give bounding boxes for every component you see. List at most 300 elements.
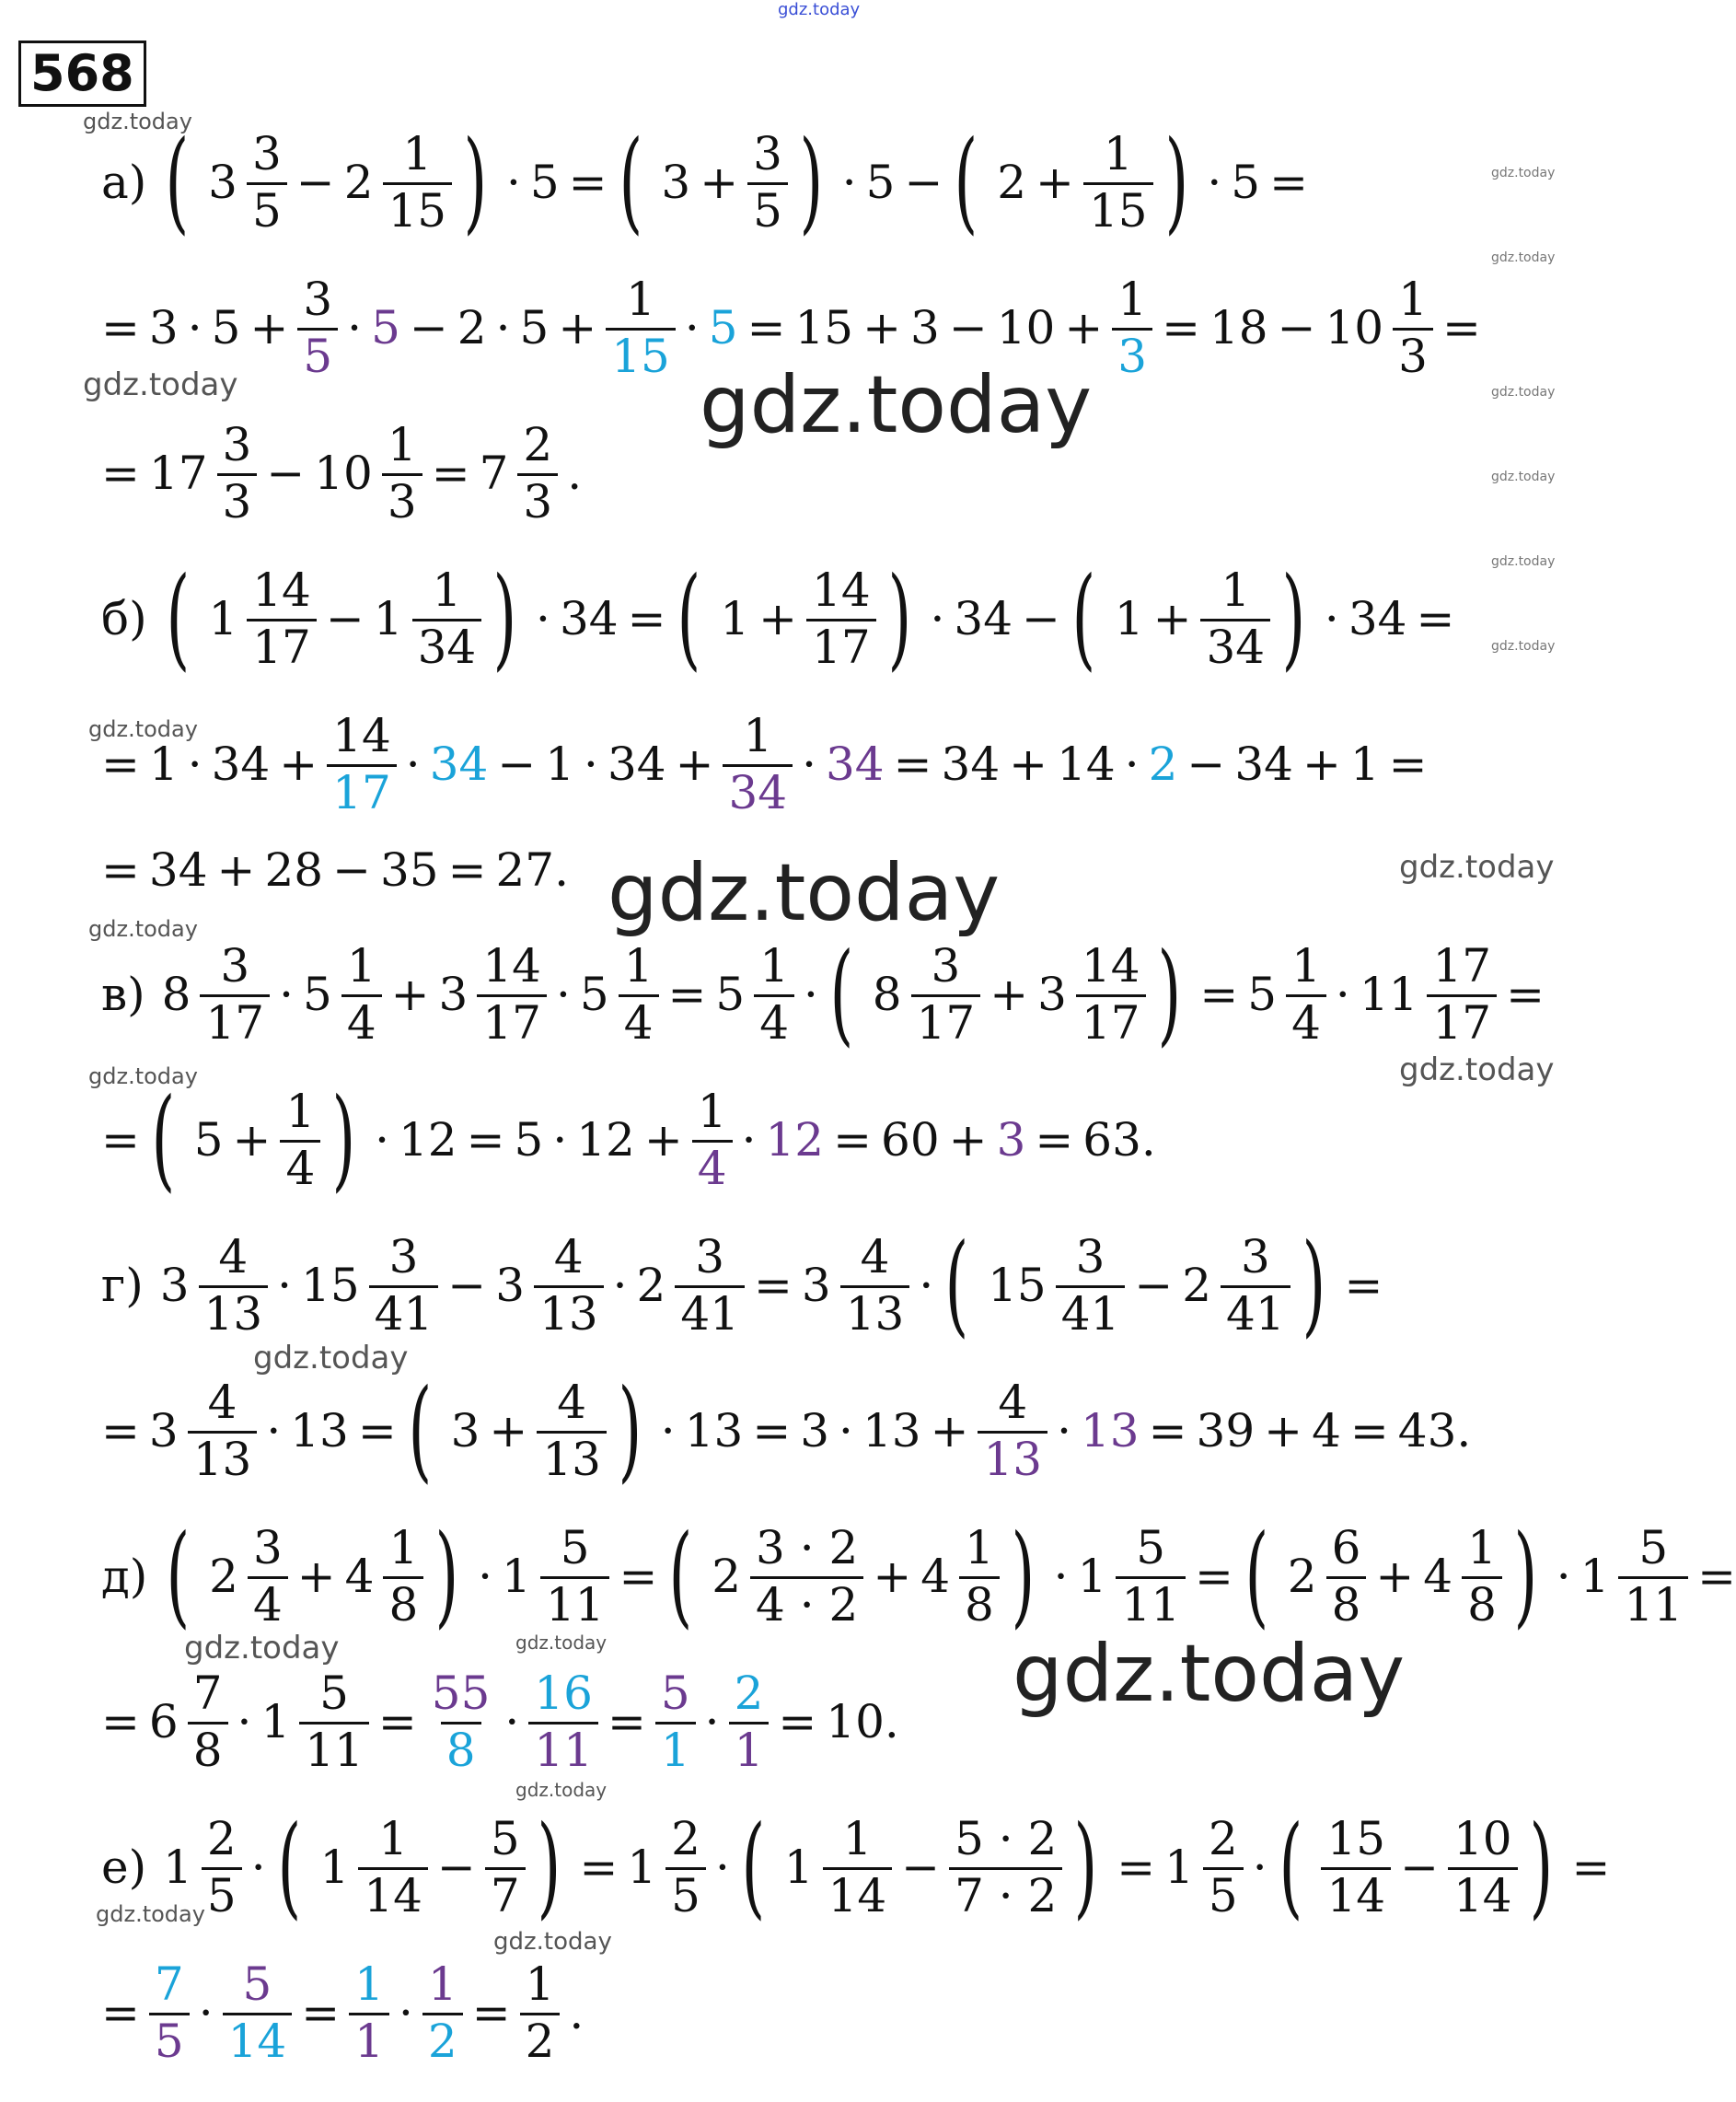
op: + [1036, 156, 1074, 209]
fraction [223, 1957, 293, 2068]
num: 4 [1423, 1550, 1453, 1603]
problem-number: 568 [18, 41, 146, 107]
paren: ) [331, 1075, 356, 1203]
op: + [279, 737, 318, 791]
op: = [301, 1986, 341, 2039]
denominator: 13 [978, 1431, 1047, 1484]
numerator: 5 [660, 1667, 690, 1720]
num: 3 [495, 1259, 526, 1312]
denominator: 5 [665, 1867, 706, 1921]
fraction [840, 1230, 910, 1341]
fraction [349, 1957, 389, 2068]
watermark: gdz.today [515, 1779, 608, 1801]
op: = [447, 843, 487, 897]
op: = [1117, 1841, 1156, 1894]
fraction [1462, 1521, 1502, 1632]
op: − [901, 1841, 941, 1894]
num: 1 [260, 1695, 291, 1748]
op: − [409, 301, 448, 354]
num: 34 [941, 737, 1001, 791]
label-b: б) [101, 592, 147, 645]
fraction [299, 1667, 369, 1777]
num: 5 [529, 156, 560, 209]
num: 1 [373, 592, 403, 645]
numerator: 1 [432, 563, 462, 617]
fraction [520, 1957, 561, 2068]
op: · [584, 737, 598, 791]
fraction [517, 418, 558, 528]
numerator: 1 [743, 709, 773, 762]
op: · [1252, 1841, 1267, 1894]
denominator: 41 [1221, 1285, 1290, 1339]
fraction [1203, 1812, 1244, 1922]
equation-a-line-2 [101, 263, 1621, 392]
op: + [232, 1113, 272, 1167]
denominator: 3 [1393, 328, 1433, 381]
numerator: 4 [207, 1376, 237, 1429]
paren: ( [1244, 1512, 1269, 1640]
fraction [247, 563, 317, 674]
denominator: 4 [619, 994, 659, 1048]
op: = [1506, 968, 1545, 1021]
fraction [383, 1521, 423, 1632]
paren: ( [1279, 1803, 1302, 1931]
num: 6 [148, 1695, 179, 1748]
num: 34 [429, 737, 489, 791]
paren: ) [492, 554, 517, 682]
fraction [534, 1230, 604, 1341]
op: · [919, 1259, 934, 1312]
op: · [1057, 1404, 1071, 1457]
fraction [358, 1812, 428, 1922]
op: = [568, 156, 608, 209]
op: · [187, 737, 203, 791]
op: · [375, 1113, 389, 1167]
denominator: 41 [1056, 1285, 1126, 1339]
numerator: 2 [206, 1812, 237, 1865]
num: 3 [450, 1404, 480, 1457]
op: · [1324, 592, 1339, 645]
op: · [237, 1695, 252, 1748]
op: = [101, 1695, 140, 1748]
num: 39 [1196, 1404, 1256, 1457]
num: 5 [715, 968, 746, 1021]
num: 28 [264, 843, 324, 897]
num: 5 [1247, 968, 1278, 1021]
numerator: 1 [387, 418, 417, 471]
numerator: 3 [1075, 1230, 1105, 1283]
fraction [485, 1812, 526, 1922]
num: 15 [794, 301, 854, 354]
num: 12 [576, 1113, 635, 1167]
fraction [341, 939, 382, 1050]
paren: ) [1157, 930, 1181, 1058]
equation-b-line-3 [101, 815, 1621, 925]
fraction [412, 563, 482, 674]
op: + [249, 301, 289, 354]
num: 13 [684, 1404, 744, 1457]
fraction [382, 418, 422, 528]
equation-v-line-2 [101, 1075, 1621, 1204]
fraction [1200, 563, 1270, 674]
paren: ) [1529, 1803, 1553, 1931]
denominator: 14 [823, 1867, 893, 1921]
fraction [537, 1376, 607, 1486]
numerator: 1 [354, 1957, 384, 2011]
fraction [1321, 1812, 1391, 1922]
num: 13 [862, 1404, 921, 1457]
op: + [758, 592, 798, 645]
paren: ) [1513, 1512, 1538, 1640]
op: · [405, 737, 421, 791]
op: + [643, 1113, 683, 1167]
numerator: 4 [218, 1230, 249, 1283]
op: = [466, 1113, 505, 1167]
fraction [1083, 127, 1153, 238]
op: · [1335, 968, 1350, 1021]
denominator: 13 [188, 1431, 258, 1484]
fraction [297, 273, 338, 383]
op: · [930, 592, 945, 645]
op: − [1134, 1259, 1174, 1312]
fraction [619, 939, 659, 1050]
num: 5 [193, 1113, 224, 1167]
num: 10. [826, 1695, 899, 1748]
num: 10 [1325, 301, 1384, 354]
num: 4 [920, 1550, 951, 1603]
paren: ) [1073, 1803, 1098, 1931]
numerator: 3 [251, 127, 282, 180]
op: · [250, 1841, 266, 1894]
op: · [277, 1259, 293, 1312]
num: 1 [502, 1550, 531, 1603]
fraction [911, 939, 981, 1050]
numerator: 1 [402, 127, 433, 180]
numerator: 4 [998, 1376, 1028, 1429]
fraction [1221, 1230, 1290, 1341]
op: · [684, 301, 700, 354]
op: · [505, 156, 521, 209]
num: 1 [720, 592, 750, 645]
op: = [377, 1695, 417, 1748]
fraction [540, 1521, 610, 1632]
num: 1 [1114, 592, 1144, 645]
fraction [383, 127, 453, 238]
denominator: 5 [247, 182, 287, 236]
num: 35 [379, 843, 439, 897]
denominator: 41 [369, 1285, 439, 1339]
op: · [279, 968, 294, 1021]
numerator: 2 [671, 1812, 700, 1865]
numerator: 3 [220, 939, 250, 993]
op: − [447, 1259, 487, 1312]
numerator: 5 [242, 1957, 272, 2011]
num: 5 [579, 968, 609, 1021]
numerator: 15 [1326, 1812, 1386, 1865]
op: − [1400, 1841, 1439, 1894]
numerator: 5 · 2 [955, 1812, 1058, 1865]
numerator: 1 [965, 1521, 994, 1574]
fraction [959, 1521, 1000, 1632]
fraction [1112, 273, 1152, 383]
op: + [990, 968, 1029, 1021]
watermark: gdz.today [1491, 554, 1556, 569]
denominator: 7 · 2 [949, 1867, 1062, 1921]
op: · [555, 968, 571, 1021]
numerator: 1 [842, 1812, 873, 1865]
numerator: 5 [1638, 1521, 1669, 1574]
num: 3 [801, 1259, 831, 1312]
num: 5 [303, 968, 332, 1021]
numerator: 5 [319, 1667, 349, 1720]
num: 63. [1082, 1113, 1156, 1167]
op: + [675, 737, 714, 791]
op: = [101, 843, 140, 897]
numerator: 1 [378, 1812, 408, 1865]
denominator: 8 [383, 1576, 423, 1630]
num: 43. [1397, 1404, 1472, 1457]
fraction [606, 273, 676, 383]
num: 3 [148, 301, 179, 354]
watermark: gdz.today [1491, 385, 1556, 400]
op: = [833, 1113, 873, 1167]
num: 27. [495, 843, 570, 897]
num: 1 [1164, 1841, 1194, 1894]
num: 14 [1057, 737, 1116, 791]
label-e: е) [101, 1841, 147, 1894]
op: = [1388, 737, 1428, 791]
num: 34 [607, 737, 666, 791]
numerator: 1 [697, 1085, 727, 1138]
fraction [675, 1230, 745, 1341]
numerator: 17 [1432, 939, 1492, 993]
denominator: 13 [534, 1285, 604, 1339]
denominator: 13 [199, 1285, 269, 1339]
op: − [295, 156, 335, 209]
num: 3 [438, 968, 469, 1021]
num: 2 [997, 156, 1027, 209]
watermark: gdz.today [184, 1630, 340, 1667]
op: · [704, 1695, 720, 1748]
denominator: 17 [911, 994, 981, 1048]
num: 11 [1359, 968, 1418, 1021]
op: − [1022, 592, 1060, 645]
numerator: 1 [1291, 939, 1321, 993]
numerator: 1 [1117, 273, 1148, 326]
numerator: 3 [388, 1230, 419, 1283]
num: 34 [954, 592, 1013, 645]
numerator: 7 [192, 1667, 223, 1720]
op: = [1697, 1550, 1736, 1603]
op: = [101, 1986, 140, 2039]
op: = [1416, 592, 1455, 645]
op: · [741, 1113, 757, 1167]
num: 7 [479, 447, 509, 500]
denominator: 14 [1448, 1867, 1518, 1921]
op: + [948, 1113, 988, 1167]
watermark: gdz.today [88, 1063, 198, 1089]
equation-e-line-2 [101, 1948, 1621, 2077]
numerator: 16 [534, 1667, 593, 1720]
paren: ( [954, 118, 978, 246]
op: = [893, 737, 932, 791]
op: + [862, 301, 901, 354]
op: = [471, 1986, 511, 2039]
fraction [188, 1667, 228, 1777]
denominator: 13 [840, 1285, 910, 1339]
num: 18 [1209, 301, 1268, 354]
num: 3 [1037, 968, 1067, 1021]
op: · [1053, 1550, 1069, 1603]
numerator: 5 [560, 1521, 590, 1574]
op: + [489, 1404, 528, 1457]
denominator: 13 [537, 1431, 607, 1484]
op: = [667, 968, 707, 1021]
fraction [750, 1521, 863, 1632]
fraction [949, 1812, 1062, 1922]
period: . [569, 1986, 584, 2039]
numerator: 3 [1240, 1230, 1270, 1283]
numerator: 1 [1467, 1521, 1497, 1574]
op: · [714, 1841, 730, 1894]
num: 5 [1231, 156, 1261, 209]
watermark: gdz.today [83, 366, 238, 403]
denominator: 4 [341, 994, 382, 1048]
fraction [369, 1230, 439, 1341]
equation-e-line-1 [101, 1803, 1621, 1932]
op: + [1009, 737, 1048, 791]
denominator: 14 [223, 2013, 293, 2066]
op: + [1264, 1404, 1303, 1457]
num: 34 [1348, 592, 1407, 645]
op: + [700, 156, 739, 209]
op: · [266, 1404, 282, 1457]
denominator: 4 [248, 1576, 288, 1630]
op: · [536, 592, 550, 645]
op: = [101, 447, 140, 500]
numerator: 4 [553, 1230, 584, 1283]
equation-d-line-1 [101, 1512, 1736, 1641]
num: 3 [996, 1113, 1026, 1167]
numerator: 5 [1136, 1521, 1166, 1574]
paren: ( [741, 1803, 766, 1931]
numerator: 14 [1081, 939, 1140, 993]
fraction [754, 939, 794, 1050]
op: + [296, 1550, 336, 1603]
numerator: 3 [695, 1230, 725, 1283]
op: = [431, 447, 470, 500]
watermark: gdz.today [253, 1340, 409, 1376]
denominator: 15 [1083, 182, 1153, 236]
op: = [1349, 1404, 1389, 1457]
equation-v-line-1 [101, 930, 1621, 1059]
fraction [422, 1957, 463, 2068]
numerator: 5 [490, 1812, 520, 1865]
op: · [504, 1695, 520, 1748]
paren: ) [463, 118, 488, 246]
denominator: 15 [606, 328, 676, 381]
numerator: 14 [252, 563, 311, 617]
fraction [280, 1085, 320, 1195]
numerator: 3 [753, 127, 782, 180]
equation-a-line-1 [101, 118, 1621, 247]
numerator: 2 [734, 1667, 764, 1720]
op: · [841, 156, 857, 209]
watermark: gdz.today [1491, 470, 1556, 484]
fraction [217, 418, 258, 528]
num: 15 [988, 1259, 1047, 1312]
paren: ) [434, 1512, 459, 1640]
paren: ( [408, 1366, 433, 1494]
op: − [325, 592, 365, 645]
op: + [1302, 737, 1341, 791]
num: 1 [783, 1841, 814, 1894]
num: 10 [996, 301, 1056, 354]
denominator: 41 [675, 1285, 745, 1339]
num: 1 [1580, 1550, 1610, 1603]
op: · [478, 1550, 493, 1603]
fraction [1427, 939, 1497, 1050]
denominator: 2 [520, 2013, 561, 2066]
denominator: 11 [1116, 1576, 1186, 1630]
num: 1 [1077, 1550, 1107, 1603]
label-g: г) [101, 1259, 144, 1312]
num: 1 [545, 737, 575, 791]
paren: ( [151, 1075, 176, 1203]
op: = [1199, 968, 1239, 1021]
fraction [978, 1376, 1047, 1486]
watermark: gdz.today [88, 716, 198, 742]
numerator: 14 [332, 709, 391, 762]
fraction [149, 1957, 190, 2068]
numerator: 1 [388, 1521, 419, 1574]
denominator: 8 [441, 1722, 481, 1775]
denominator: 11 [528, 1722, 598, 1775]
num: 1 [319, 1841, 350, 1894]
watermark: gdz.today [1013, 1628, 1406, 1720]
num: 8 [161, 968, 191, 1021]
op: · [660, 1404, 676, 1457]
op: + [930, 1404, 969, 1457]
num: 12 [399, 1113, 457, 1167]
denominator: 17 [1427, 994, 1497, 1048]
op: · [495, 301, 511, 354]
fraction [729, 1667, 770, 1777]
num: 3 [661, 156, 691, 209]
fraction [188, 1376, 258, 1486]
denominator: 5 [747, 182, 788, 236]
denominator: 3 [382, 473, 422, 527]
num: 2 [1287, 1550, 1317, 1603]
label-d: д) [101, 1550, 148, 1603]
op: = [101, 737, 140, 791]
watermark: gdz.today [1491, 166, 1556, 180]
fraction [1326, 1521, 1367, 1632]
fraction [1076, 939, 1146, 1050]
fraction [1056, 1230, 1126, 1341]
op: = [746, 301, 786, 354]
watermark: gdz.today [700, 359, 1093, 451]
equation-g-line-2 [101, 1366, 1621, 1495]
denominator: 4 [692, 1140, 733, 1193]
watermark: gdz.today [1399, 849, 1555, 886]
num: 1 [148, 737, 179, 791]
num: 1 [208, 592, 238, 645]
op: = [1162, 301, 1200, 354]
paren: ( [166, 1512, 191, 1640]
op: = [1148, 1404, 1187, 1457]
num: 5 [865, 156, 896, 209]
